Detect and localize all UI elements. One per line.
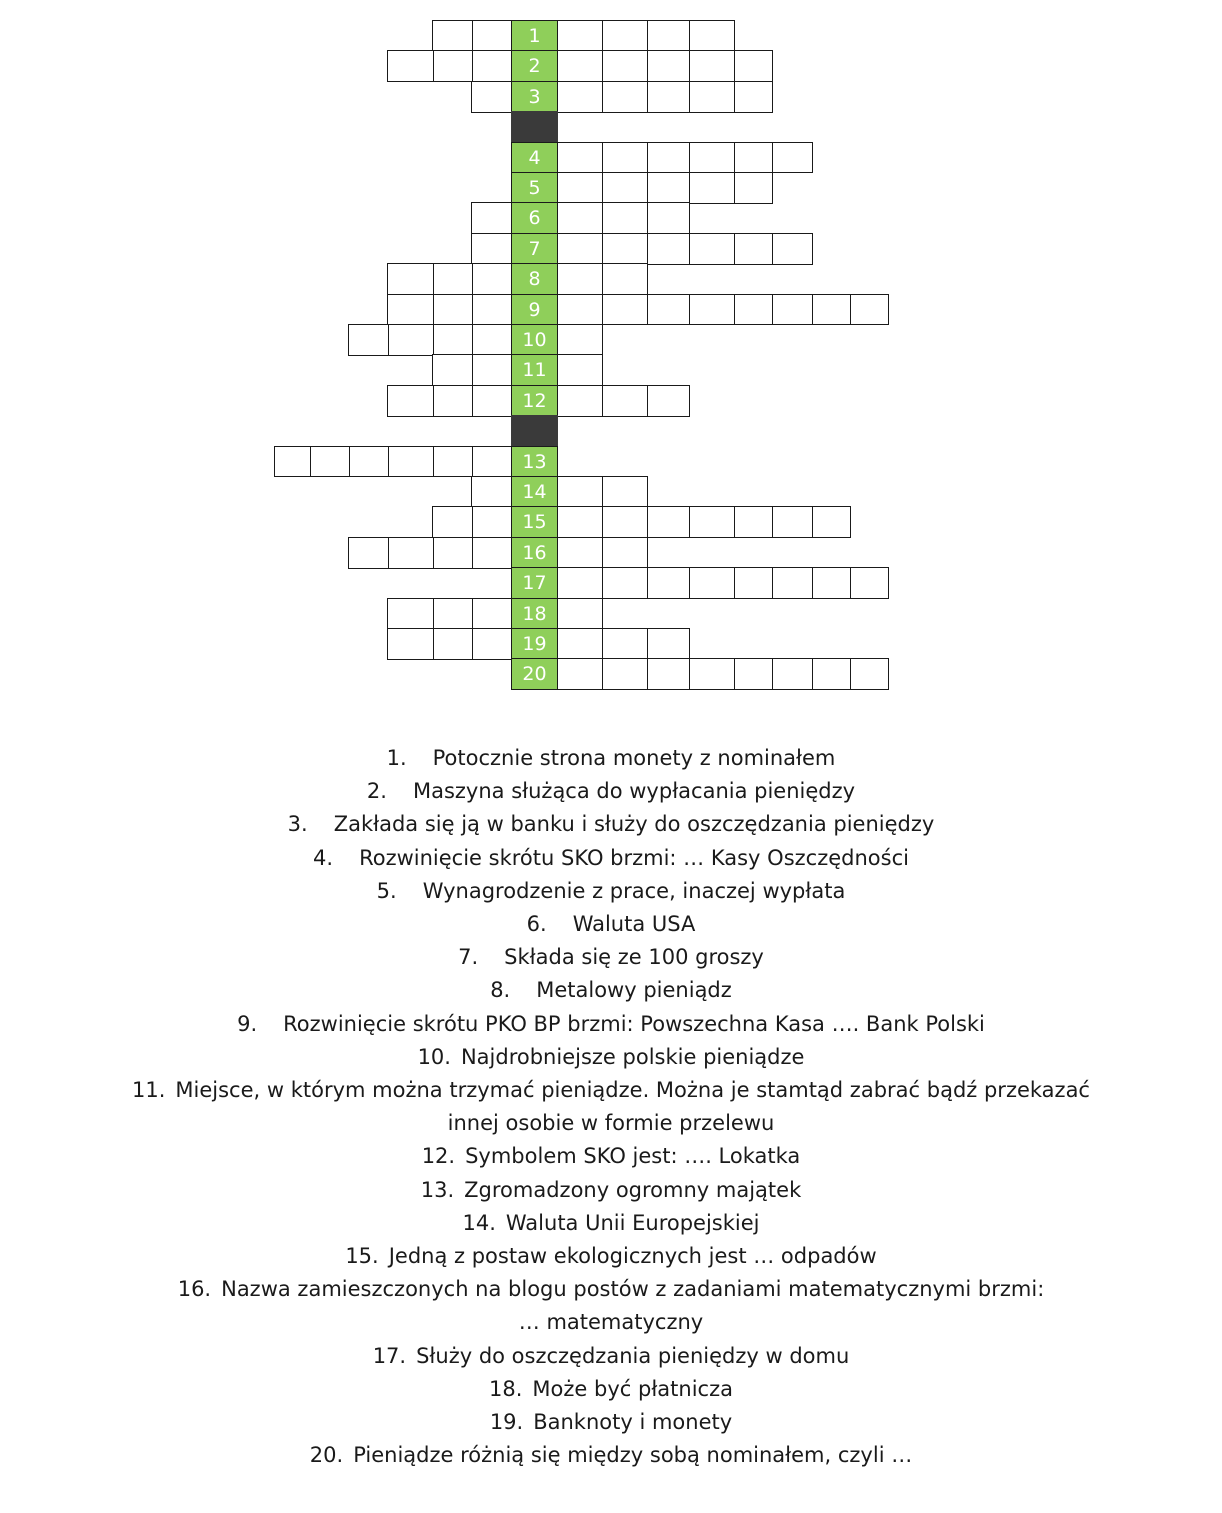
row-number: 5 <box>528 176 541 199</box>
grid-cell[interactable] <box>602 658 649 690</box>
grid-cell[interactable] <box>734 142 774 174</box>
grid-cell[interactable] <box>812 506 852 538</box>
grid-cell[interactable] <box>387 385 434 417</box>
grid-cell[interactable] <box>689 81 736 113</box>
grid-cell[interactable] <box>432 324 473 356</box>
clue-item <box>0 1008 1222 1041</box>
grid-cell[interactable] <box>432 537 473 569</box>
row-number: 20 <box>522 663 547 686</box>
key-cell-4[interactable] <box>511 142 558 174</box>
grid-cell[interactable] <box>602 81 649 113</box>
grid-cell[interactable] <box>348 324 389 356</box>
clue-number: 19. <box>489 1410 524 1435</box>
row-number: 6 <box>528 207 541 230</box>
grid-cell[interactable] <box>557 202 604 234</box>
clue-text: innej osobie w formie przelewu <box>447 1111 775 1136</box>
grid-cell[interactable] <box>557 537 604 569</box>
key-cell-2[interactable] <box>511 50 558 82</box>
row-number: 15 <box>522 511 547 534</box>
clue-item <box>0 1406 1222 1439</box>
clue-number: 17. <box>372 1343 407 1368</box>
key-cell-18[interactable] <box>511 598 558 630</box>
grid-cell[interactable] <box>557 294 604 326</box>
grid-cell[interactable] <box>471 50 513 82</box>
clue-text: 19. Banknoty i monety <box>0 1406 1222 1439</box>
row-number: 11 <box>522 359 547 382</box>
grid-cell[interactable] <box>689 506 736 538</box>
grid-cell[interactable] <box>734 506 774 538</box>
clue-text: 2. Maszyna służąca do wypłacania pieniędzy <box>0 775 1222 808</box>
grid-cell[interactable] <box>689 142 736 174</box>
grid-cell[interactable] <box>471 263 513 295</box>
key-cell-16[interactable] <box>511 537 558 569</box>
grid-cell[interactable] <box>850 658 890 690</box>
grid-cell[interactable] <box>689 567 736 599</box>
grid-cell[interactable] <box>432 263 473 295</box>
clue-text: 11. Miejsce, w którym można trzymać pieniądze. Można je stamtąd zabrać bądź przekazać <box>0 1074 1222 1107</box>
clue-number: 13. <box>420 1177 455 1202</box>
grid-cell[interactable] <box>772 233 814 265</box>
clue-number: 16. <box>177 1277 212 1302</box>
grid-cell[interactable] <box>471 202 513 234</box>
clue-number: 12. <box>421 1144 456 1169</box>
key-cell-19[interactable] <box>511 628 558 660</box>
clue-text: 3. Zakłada się ją w banku i służy do oszczędzania pieniędzy <box>0 808 1222 841</box>
key-cell-9[interactable] <box>511 294 558 326</box>
clue-number: 14. <box>462 1210 496 1235</box>
grid-cell[interactable] <box>348 446 389 478</box>
row-number: 14 <box>522 480 547 503</box>
row-number: 12 <box>522 389 547 412</box>
grid-cell[interactable] <box>647 385 691 417</box>
grid-cell[interactable] <box>602 385 649 417</box>
grid-cell[interactable] <box>647 50 691 82</box>
key-cell-11[interactable] <box>511 354 558 386</box>
clue-number: 20. <box>309 1443 344 1468</box>
grid-cell[interactable] <box>689 658 736 690</box>
clue-item <box>0 1041 1222 1074</box>
grid-cell[interactable] <box>812 294 852 326</box>
grid-cell[interactable] <box>557 506 604 538</box>
clue-text: 1. Potocznie strona monety z nominałem <box>0 742 1222 775</box>
clue-item <box>0 1174 1222 1207</box>
clue-text: 13. Zgromadzony ogromny majątek <box>0 1174 1222 1207</box>
clue-item <box>0 974 1222 1007</box>
grid-cell[interactable] <box>471 294 513 326</box>
grid-cell[interactable] <box>557 50 604 82</box>
grid-cell[interactable] <box>602 567 649 599</box>
grid-cell[interactable] <box>557 628 604 660</box>
clue-number: 1. <box>386 746 407 770</box>
grid-cell[interactable] <box>647 172 691 204</box>
clue-item <box>0 1373 1222 1406</box>
grid-cell[interactable] <box>471 20 513 52</box>
grid-cell[interactable] <box>471 598 513 630</box>
key-cell-14[interactable] <box>511 476 558 508</box>
grid-cell[interactable] <box>772 294 814 326</box>
grid-cell[interactable] <box>471 81 513 113</box>
grid-cell[interactable] <box>602 50 649 82</box>
grid-cell[interactable] <box>432 598 473 630</box>
grid-cell[interactable] <box>647 233 691 265</box>
grid-cell[interactable] <box>432 50 473 82</box>
grid-cell[interactable] <box>274 446 311 478</box>
grid-cell[interactable] <box>647 294 691 326</box>
grid-cell[interactable] <box>387 628 434 660</box>
grid-cell[interactable] <box>602 202 649 234</box>
grid-cell[interactable] <box>647 202 691 234</box>
grid-cell[interactable] <box>432 294 473 326</box>
clue-text: 20. Pieniądze różnią się między sobą nominałem, czyli … <box>0 1439 1222 1472</box>
key-cell-5[interactable] <box>511 172 558 204</box>
clue-text: 14. Waluta Unii Europejskiej <box>0 1207 1222 1240</box>
clue-item <box>0 1207 1222 1240</box>
key-cell-10[interactable] <box>511 324 558 356</box>
row-number: 2 <box>528 55 541 78</box>
grid-cell[interactable] <box>602 537 649 569</box>
clue-item <box>0 1074 1222 1140</box>
clue-text: 16. Nazwa zamieszczonych na blogu postów z zadaniami matematycznymi brzmi: <box>0 1273 1222 1306</box>
key-cell-15[interactable] <box>511 506 558 538</box>
grid-cell[interactable] <box>689 20 736 52</box>
grid-cell[interactable] <box>689 233 736 265</box>
separator-cell <box>511 415 558 447</box>
clue-number: 4. <box>313 845 334 870</box>
grid-cell[interactable] <box>557 598 604 630</box>
key-cell-17[interactable] <box>511 567 558 599</box>
clue-text: … matematyczny <box>518 1310 704 1335</box>
grid-cell[interactable] <box>647 81 691 113</box>
clue-number: 7. <box>458 945 479 970</box>
grid-cell[interactable] <box>602 142 649 174</box>
grid-cell[interactable] <box>557 658 604 690</box>
grid-cell[interactable] <box>387 598 434 630</box>
grid-cell[interactable] <box>850 294 890 326</box>
grid-cell[interactable] <box>602 294 649 326</box>
clue-text: 8. Metalowy pieniądz <box>0 974 1222 1007</box>
grid-cell[interactable] <box>557 81 604 113</box>
grid-cell[interactable] <box>387 324 434 356</box>
crossword-grid <box>0 0 1222 700</box>
clue-number: 6. <box>526 912 547 937</box>
row-number: 18 <box>522 602 547 625</box>
grid-cell[interactable] <box>772 567 814 599</box>
row-number: 16 <box>522 541 547 564</box>
grid-cell[interactable] <box>734 294 774 326</box>
clue-text: 4. Rozwinięcie skrótu SKO brzmi: … Kasy Oszczędności <box>0 842 1222 875</box>
row-number: 4 <box>528 146 541 169</box>
grid-cell[interactable] <box>734 172 774 204</box>
grid-cell[interactable] <box>602 20 649 52</box>
key-cell-6[interactable] <box>511 202 558 234</box>
clue-item <box>0 742 1222 775</box>
grid-cell[interactable] <box>772 658 814 690</box>
grid-cell[interactable] <box>602 628 649 660</box>
grid-cell[interactable] <box>812 567 852 599</box>
grid-cell[interactable] <box>348 537 389 569</box>
clue-item <box>0 875 1222 908</box>
grid-cell[interactable] <box>647 628 691 660</box>
grid-cell[interactable] <box>432 20 473 52</box>
grid-cell[interactable] <box>647 142 691 174</box>
clue-text: 12. Symbolem SKO jest: …. Lokatka <box>0 1140 1222 1173</box>
row-number: 13 <box>522 450 547 473</box>
grid-cell[interactable] <box>471 233 513 265</box>
clue-item <box>0 808 1222 841</box>
clue-number: 3. <box>287 812 308 837</box>
clue-item <box>0 1439 1222 1472</box>
grid-cell[interactable] <box>432 506 473 538</box>
clue-number: 18. <box>489 1376 523 1401</box>
grid-cell[interactable] <box>432 446 473 478</box>
grid-cell[interactable] <box>602 172 649 204</box>
grid-cell[interactable] <box>734 50 774 82</box>
separator-cell <box>511 111 558 143</box>
grid-cell[interactable] <box>432 354 473 386</box>
row-number: 10 <box>522 328 547 351</box>
clue-number: 5. <box>376 878 397 903</box>
key-cell-8[interactable] <box>511 263 558 295</box>
clue-text: 15. Jedną z postaw ekologicznych jest … odpadów <box>0 1240 1222 1273</box>
clue-number: 2. <box>366 779 387 804</box>
grid-cell[interactable] <box>471 506 513 538</box>
grid-cell[interactable] <box>471 446 513 478</box>
clue-number: 8. <box>490 978 511 1003</box>
row-number: 7 <box>528 237 541 260</box>
row-number: 8 <box>528 268 541 291</box>
grid-cell[interactable] <box>689 172 736 204</box>
grid-cell[interactable] <box>602 233 649 265</box>
grid-cell[interactable] <box>432 385 473 417</box>
grid-cell[interactable] <box>557 233 604 265</box>
grid-cell[interactable] <box>557 476 604 508</box>
grid-cell[interactable] <box>812 658 852 690</box>
key-cell-3[interactable] <box>511 81 558 113</box>
clue-text: 9. Rozwinięcie skrótu PKO BP brzmi: Powszechna Kasa …. Bank Polski <box>0 1008 1222 1041</box>
grid-cell[interactable] <box>471 354 513 386</box>
grid-cell[interactable] <box>734 81 774 113</box>
grid-cell[interactable] <box>734 233 774 265</box>
clue-item <box>0 1240 1222 1273</box>
grid-cell[interactable] <box>387 263 434 295</box>
grid-cell[interactable] <box>602 263 649 295</box>
grid-cell[interactable] <box>689 294 736 326</box>
clue-text: 6. Waluta USA <box>0 908 1222 941</box>
clue-item <box>0 941 1222 974</box>
grid-cell[interactable] <box>471 385 513 417</box>
clue-item <box>0 1340 1222 1373</box>
clue-text: 7. Składa się ze 100 groszy <box>0 941 1222 974</box>
grid-cell[interactable] <box>850 567 890 599</box>
grid-cell[interactable] <box>772 506 814 538</box>
clue-number: 15. <box>345 1244 379 1269</box>
grid-cell[interactable] <box>557 354 604 386</box>
clue-text: 10. Najdrobniejsze polskie pieniądze <box>0 1041 1222 1074</box>
grid-cell[interactable] <box>602 506 649 538</box>
grid-cell[interactable] <box>557 385 604 417</box>
grid-cell[interactable] <box>602 476 649 508</box>
grid-cell[interactable] <box>689 50 736 82</box>
grid-cell[interactable] <box>387 294 434 326</box>
key-cell-20[interactable] <box>511 658 558 690</box>
row-number: 9 <box>528 298 541 321</box>
grid-cell[interactable] <box>471 324 513 356</box>
grid-cell[interactable] <box>471 476 513 508</box>
grid-cell[interactable] <box>387 50 434 82</box>
grid-cell[interactable] <box>557 142 604 174</box>
grid-cell[interactable] <box>557 567 604 599</box>
clue-text: 17. Służy do oszczędzania pieniędzy w domu <box>0 1340 1222 1373</box>
grid-cell[interactable] <box>647 567 691 599</box>
grid-cell[interactable] <box>471 628 513 660</box>
row-number: 1 <box>528 24 541 47</box>
clue-text: 5. Wynagrodzenie z prace, inaczej wypłata <box>0 875 1222 908</box>
grid-cell[interactable] <box>557 324 604 356</box>
grid-cell[interactable] <box>309 446 350 478</box>
row-number: 17 <box>522 572 547 595</box>
grid-cell[interactable] <box>557 263 604 295</box>
clue-item <box>0 908 1222 941</box>
key-cell-12[interactable] <box>511 385 558 417</box>
key-cell-1[interactable] <box>511 20 558 52</box>
clue-item <box>0 842 1222 875</box>
grid-cell[interactable] <box>647 658 691 690</box>
clue-number: 10. <box>417 1044 451 1069</box>
grid-cell[interactable] <box>471 537 513 569</box>
grid-cell[interactable] <box>647 506 691 538</box>
key-cell-7[interactable] <box>511 233 558 265</box>
grid-cell[interactable] <box>772 142 814 174</box>
clue-item <box>0 1273 1222 1339</box>
clue-text: 18. Może być płatnicza <box>0 1373 1222 1406</box>
key-cell-13[interactable] <box>511 446 558 478</box>
clue-item <box>0 1140 1222 1173</box>
row-number: 19 <box>522 632 547 655</box>
grid-cell[interactable] <box>557 172 604 204</box>
grid-cell[interactable] <box>647 20 691 52</box>
grid-cell[interactable] <box>734 658 774 690</box>
grid-cell[interactable] <box>432 628 473 660</box>
grid-cell[interactable] <box>734 567 774 599</box>
clue-list <box>0 742 1222 1472</box>
clue-item <box>0 775 1222 808</box>
row-number: 3 <box>528 85 541 108</box>
grid-cell[interactable] <box>557 20 604 52</box>
clue-number: 11. <box>132 1078 166 1103</box>
grid-cell[interactable] <box>387 446 434 478</box>
grid-cell[interactable] <box>387 537 434 569</box>
clue-number: 9. <box>237 1011 258 1036</box>
